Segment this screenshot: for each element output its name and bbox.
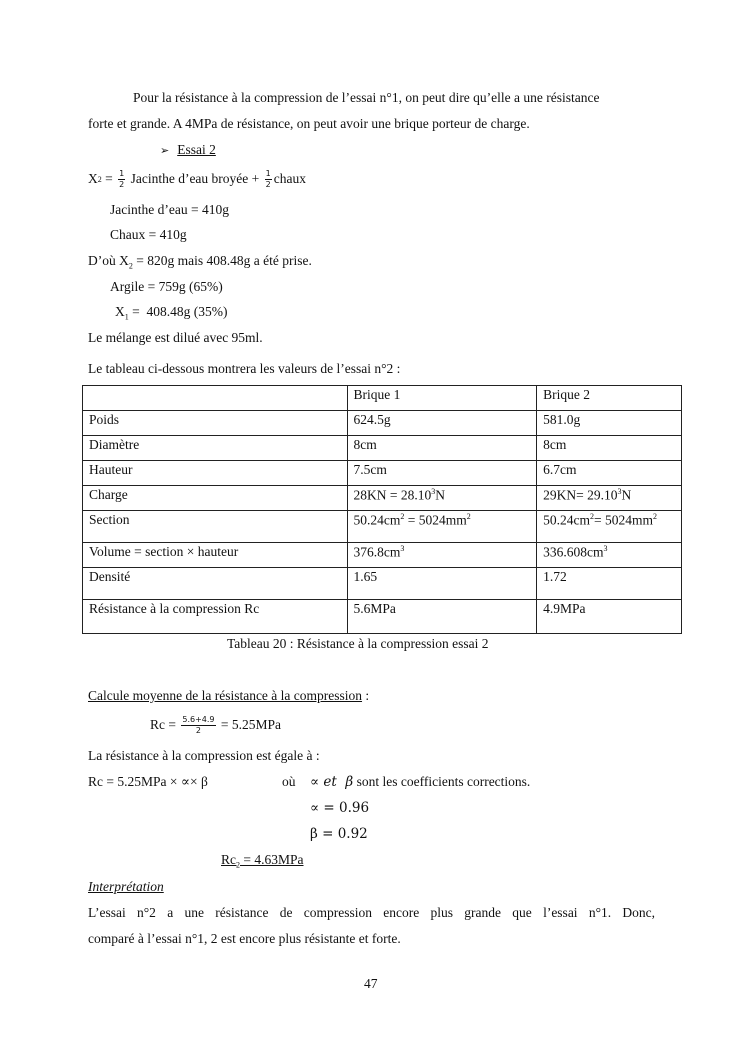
row-label: Charge bbox=[83, 486, 348, 511]
table-header-row bbox=[83, 386, 682, 411]
row-label: Hauteur bbox=[83, 461, 348, 486]
tableau-intro: Le tableau ci-dessous montrera les valeurs de l’essai n°2 : bbox=[88, 361, 401, 376]
cell-brique-2: $29KN= 29.10^3N$ bbox=[537, 486, 682, 511]
row-label: Résistance à la compression Rc bbox=[83, 600, 348, 634]
cell-brique-2: 4.9MPa bbox=[537, 600, 682, 634]
beta-value: β = 0.92 bbox=[310, 826, 368, 842]
rc-mean-formula: Rc = $\frac{5.6+4.9}{2}$ = 5.25MPa bbox=[150, 714, 282, 735]
table-header-cell: Brique 1 bbox=[347, 386, 537, 411]
table-row bbox=[83, 486, 682, 511]
x2-eq: = bbox=[101, 171, 117, 186]
moyenne-title: Calcule moyenne de la résistance à la compression : bbox=[88, 688, 370, 703]
table-row bbox=[83, 543, 682, 568]
table-row bbox=[83, 511, 682, 543]
x2-term-2: chaux bbox=[273, 171, 306, 186]
x2-sub: 2 bbox=[97, 174, 102, 184]
row-label: Diamètre bbox=[83, 436, 348, 461]
row-label: Section bbox=[83, 511, 348, 543]
row-label: Densité bbox=[83, 568, 348, 600]
resistance-formula: Rc = 5.25MPa × ∝× β bbox=[88, 774, 208, 789]
cell-brique-1: $376.8cm^3$ bbox=[347, 543, 537, 568]
intro-line-1: Pour la résistance à la compression de l’essai n°1, on peut dire qu’elle a une résistance bbox=[133, 90, 600, 105]
page-number: 47 bbox=[364, 976, 378, 991]
table-caption: Tableau 20 : Résistance à la compression essai 2 bbox=[227, 636, 489, 651]
table-header-cell bbox=[83, 386, 348, 411]
cell-brique-1: 624.5g bbox=[347, 411, 537, 436]
fraction-mean: $\frac{5.6+4.9}{2}$ bbox=[182, 714, 215, 735]
alpha-value: ∝ = 0.96 bbox=[310, 800, 370, 816]
cell-brique-2: $50.24cm^2= 5024mm^2$ bbox=[537, 511, 682, 543]
dou-line: D’où $X_2 = 820g$ mais 408.48g a été prise. bbox=[88, 253, 312, 271]
cell-brique-1: 7.5cm bbox=[347, 461, 537, 486]
row-label: Volume = section × hauteur bbox=[83, 543, 348, 568]
x2-formula bbox=[88, 167, 306, 191]
table-row bbox=[83, 411, 682, 436]
coefficients-line: ∝ et β sont les coefficients corrections. bbox=[310, 774, 531, 790]
table-row bbox=[83, 436, 682, 461]
rc2-result: $Rc_2 = 4.63MPa$ bbox=[221, 852, 304, 870]
cell-brique-1: 1.65 bbox=[347, 568, 537, 600]
interpretation-line-2: comparé à l’essai n°1, 2 est encore plus résistante et forte. bbox=[88, 931, 401, 946]
x2-lhs: X bbox=[88, 171, 98, 186]
cell-brique-2: 8cm bbox=[537, 436, 682, 461]
table-row bbox=[83, 568, 682, 600]
x1-value: $X_1 = 408.48g$ (35%) bbox=[115, 304, 228, 322]
cell-brique-1: 8cm bbox=[347, 436, 537, 461]
fraction-half-1: $\frac{1}{2}$ bbox=[119, 168, 125, 189]
fraction-half-2: $\frac{1}{2}$ bbox=[265, 168, 271, 189]
chaux-value: Chaux = 410g bbox=[110, 227, 187, 242]
cell-brique-2: 1.72 bbox=[537, 568, 682, 600]
cell-brique-1: $28KN = 28.10^3N$ bbox=[347, 486, 537, 511]
ou-word: où bbox=[282, 774, 296, 789]
cell-brique-1: 5.6MPa bbox=[347, 600, 537, 634]
cell-brique-1: $50.24cm^2 = 5024mm^2$ bbox=[347, 511, 537, 543]
interpretation-title: Interprétation bbox=[88, 879, 164, 894]
resistance-intro: La résistance à la compression est égale à : bbox=[88, 748, 320, 763]
cell-brique-2: 6.7cm bbox=[537, 461, 682, 486]
argile-value: Argile = 759g (65%) bbox=[110, 279, 223, 294]
table-header-cell: Brique 2 bbox=[537, 386, 682, 411]
melange-line: Le mélange est dilué avec 95ml. bbox=[88, 330, 263, 345]
cell-brique-2: $336.608cm^3$ bbox=[537, 543, 682, 568]
intro-line-2: forte et grande. A 4MPa de résistance, on peut avoir une brique porteur de charge. bbox=[88, 116, 530, 131]
table-row bbox=[83, 461, 682, 486]
x2-term-1: Jacinthe d’eau broyée + bbox=[127, 171, 263, 186]
table-row bbox=[83, 600, 682, 634]
arrow-bullet-icon: ➢ bbox=[160, 144, 170, 157]
section-heading bbox=[160, 142, 216, 158]
jacinthe-value: Jacinthe d’eau = 410g bbox=[110, 202, 229, 217]
interpretation-line-1: L’essai n°2 a une résistance de compression encore plus grande que l’essai n°1. Donc, bbox=[88, 905, 655, 920]
row-label: Poids bbox=[83, 411, 348, 436]
cell-brique-2: 581.0g bbox=[537, 411, 682, 436]
results-table bbox=[82, 385, 682, 634]
section-title: Essai 2 bbox=[177, 142, 216, 157]
